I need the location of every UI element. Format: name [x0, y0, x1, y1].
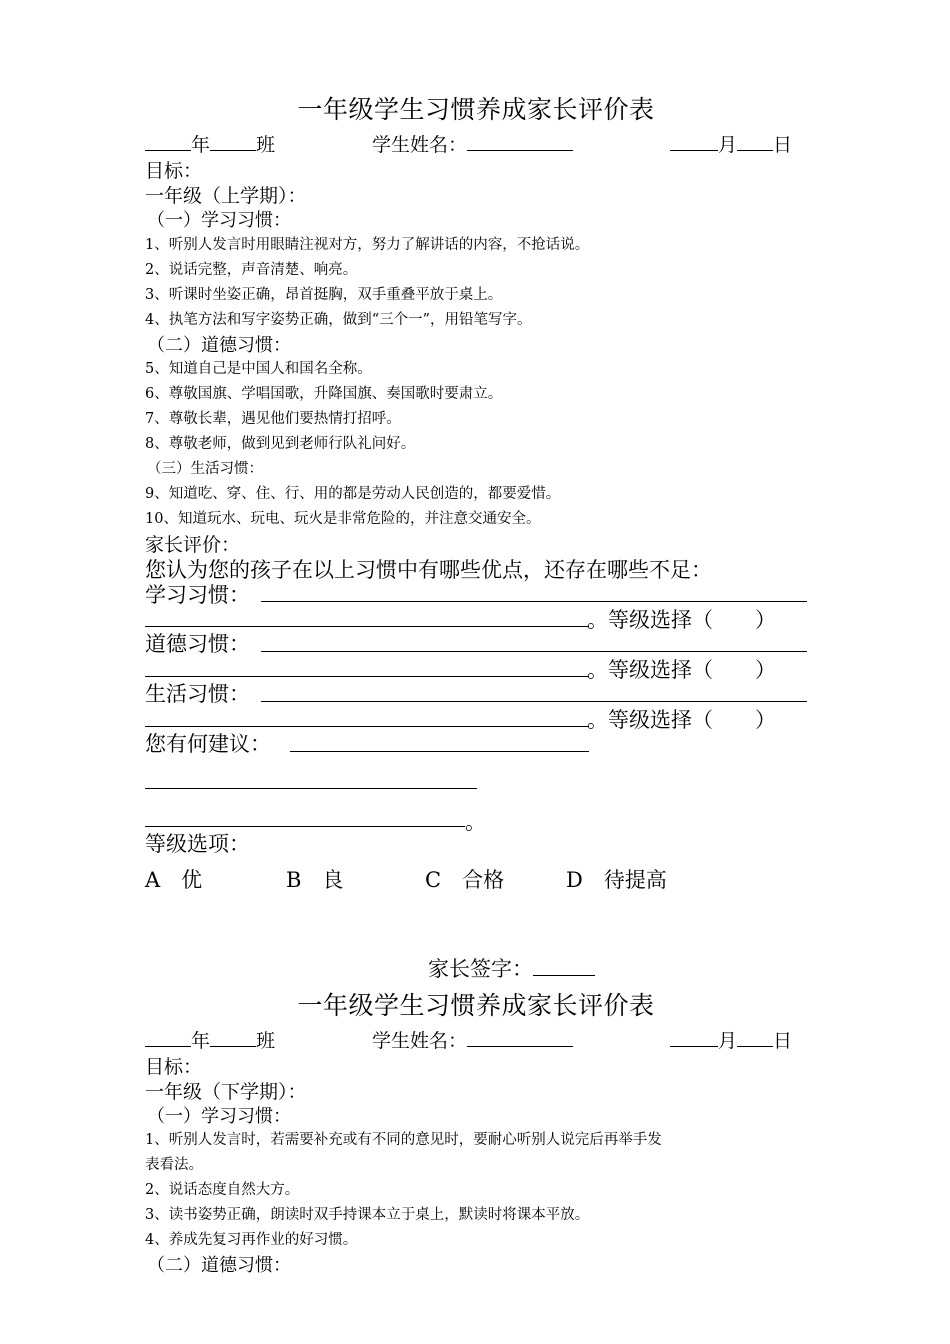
suggestion-end-mark: 。 [465, 810, 486, 834]
form1-goal-label: 目标： [145, 160, 203, 182]
day-blank[interactable] [737, 132, 773, 151]
list-item: 7、尊敬长辈，遇见他们要热情打招呼。 [145, 411, 401, 427]
form2-title: 一年级学生习惯养成家长评价表 [297, 991, 655, 1020]
grade-option: C 合格 [425, 868, 505, 892]
list-item: 4、执笔方法和写字姿势正确，做到“三个一”，用铅笔写字。 [145, 312, 532, 328]
form1-section-heading: （三）生活习惯： [147, 461, 263, 477]
form2-student-name [372, 1026, 573, 1053]
class-blank[interactable] [210, 1028, 256, 1047]
class-label: 班 [256, 134, 276, 156]
grade-option: B 良 [286, 868, 344, 892]
grade-option: A 优 [145, 868, 203, 892]
list-item: 1、听别人发言时用眼睛注视对方，努力了解讲话的内容，不抢话说。 [145, 237, 590, 253]
month-blank[interactable] [670, 1028, 718, 1047]
year-label: 年 [191, 134, 211, 156]
year-blank[interactable] [145, 1028, 191, 1047]
study-habits-line-2[interactable] [145, 626, 589, 627]
suggestion-line[interactable] [290, 751, 589, 752]
suggestion-line-2[interactable] [145, 788, 477, 789]
list-item: 3、读书姿势正确，朗读时双手持课本立于桌上，默读时将课本平放。 [145, 1207, 590, 1223]
form2-header-row [145, 1026, 275, 1053]
form2-term: 一年级（下学期）： [145, 1081, 307, 1103]
moral-habits-line[interactable] [261, 651, 807, 652]
life-habits-line[interactable] [261, 701, 807, 702]
parent-signature [428, 953, 595, 983]
form1-student-name [372, 130, 573, 157]
student-name-blank[interactable] [467, 132, 573, 151]
student-name-label: 学生姓名： [372, 134, 468, 156]
form1-section-heading: （一）学习习惯： [147, 210, 291, 231]
parent-evaluation-label: 家长评价： [145, 534, 241, 556]
life-grade-choice[interactable]: 。等级选择（ ） [587, 708, 776, 732]
list-item: 10、知道玩水、玩电、玩火是非常危险的，并注意交通安全。 [145, 511, 541, 527]
day-label: 日 [773, 134, 793, 156]
suggestion-line-3[interactable] [145, 826, 465, 827]
life-habits-label: 生活习惯： [145, 682, 250, 706]
day-label: 日 [773, 1030, 793, 1052]
class-blank[interactable] [210, 132, 256, 151]
parent-signature-blank[interactable] [533, 956, 595, 976]
form1-title: 一年级学生习惯养成家长评价表 [297, 95, 655, 124]
form1-header-row [145, 130, 275, 157]
parent-signature-label: 家长签字： [428, 957, 533, 981]
moral-habits-label: 道德习惯： [145, 632, 250, 656]
moral-habits-line-2[interactable] [145, 676, 589, 677]
list-item: 2、说话完整，声音清楚、响亮。 [145, 262, 358, 278]
grade-options-label: 等级选项： [145, 832, 250, 856]
month-label: 月 [718, 1030, 738, 1052]
list-item: 6、尊敬国旗、学唱国歌，升降国旗、奏国歌时要肃立。 [145, 386, 503, 402]
study-grade-choice[interactable]: 。等级选择（ ） [587, 608, 776, 632]
list-item: 8、尊敬老师，做到见到老师行队礼问好。 [145, 436, 416, 452]
form1-section-heading: （二）道德习惯： [147, 335, 291, 356]
class-label: 班 [256, 1030, 276, 1052]
form2-section-heading: （二）道德习惯： [147, 1255, 291, 1276]
list-item: 表看法。 [145, 1157, 203, 1173]
study-habits-label: 学习习惯： [145, 583, 250, 607]
life-habits-line-2[interactable] [145, 726, 589, 727]
list-item: 1、听别人发言时，若需要补充或有不同的意见时，要耐心听别人说完后再举手发 [145, 1132, 662, 1148]
grade-option: D 待提高 [566, 868, 667, 892]
evaluation-question: 您认为您的孩子在以上习惯中有哪些优点，还存在哪些不足： [145, 558, 712, 582]
list-item: 2、说话态度自然大方。 [145, 1182, 300, 1198]
form2-section-heading: （一）学习习惯： [147, 1106, 291, 1127]
form2-goal-label: 目标： [145, 1056, 203, 1078]
form1-term: 一年级（上学期）： [145, 185, 307, 207]
form1-date [670, 130, 792, 157]
day-blank[interactable] [737, 1028, 773, 1047]
form2-date [670, 1026, 792, 1053]
student-name-label: 学生姓名： [372, 1030, 468, 1052]
month-blank[interactable] [670, 132, 718, 151]
month-label: 月 [718, 134, 738, 156]
year-blank[interactable] [145, 132, 191, 151]
list-item: 4、养成先复习再作业的好习惯。 [145, 1232, 358, 1248]
list-item: 5、知道自己是中国人和国名全称。 [145, 361, 372, 377]
list-item: 3、听课时坐姿正确，昂首挺胸，双手重叠平放于桌上。 [145, 287, 503, 303]
student-name-blank[interactable] [467, 1028, 573, 1047]
list-item: 9、知道吃、穿、住、行、用的都是劳动人民创造的，都要爱惜。 [145, 486, 561, 502]
study-habits-line[interactable] [261, 601, 807, 602]
moral-grade-choice[interactable]: 。等级选择（ ） [587, 658, 776, 682]
suggestion-label: 您有何建议： [145, 732, 271, 756]
year-label: 年 [191, 1030, 211, 1052]
